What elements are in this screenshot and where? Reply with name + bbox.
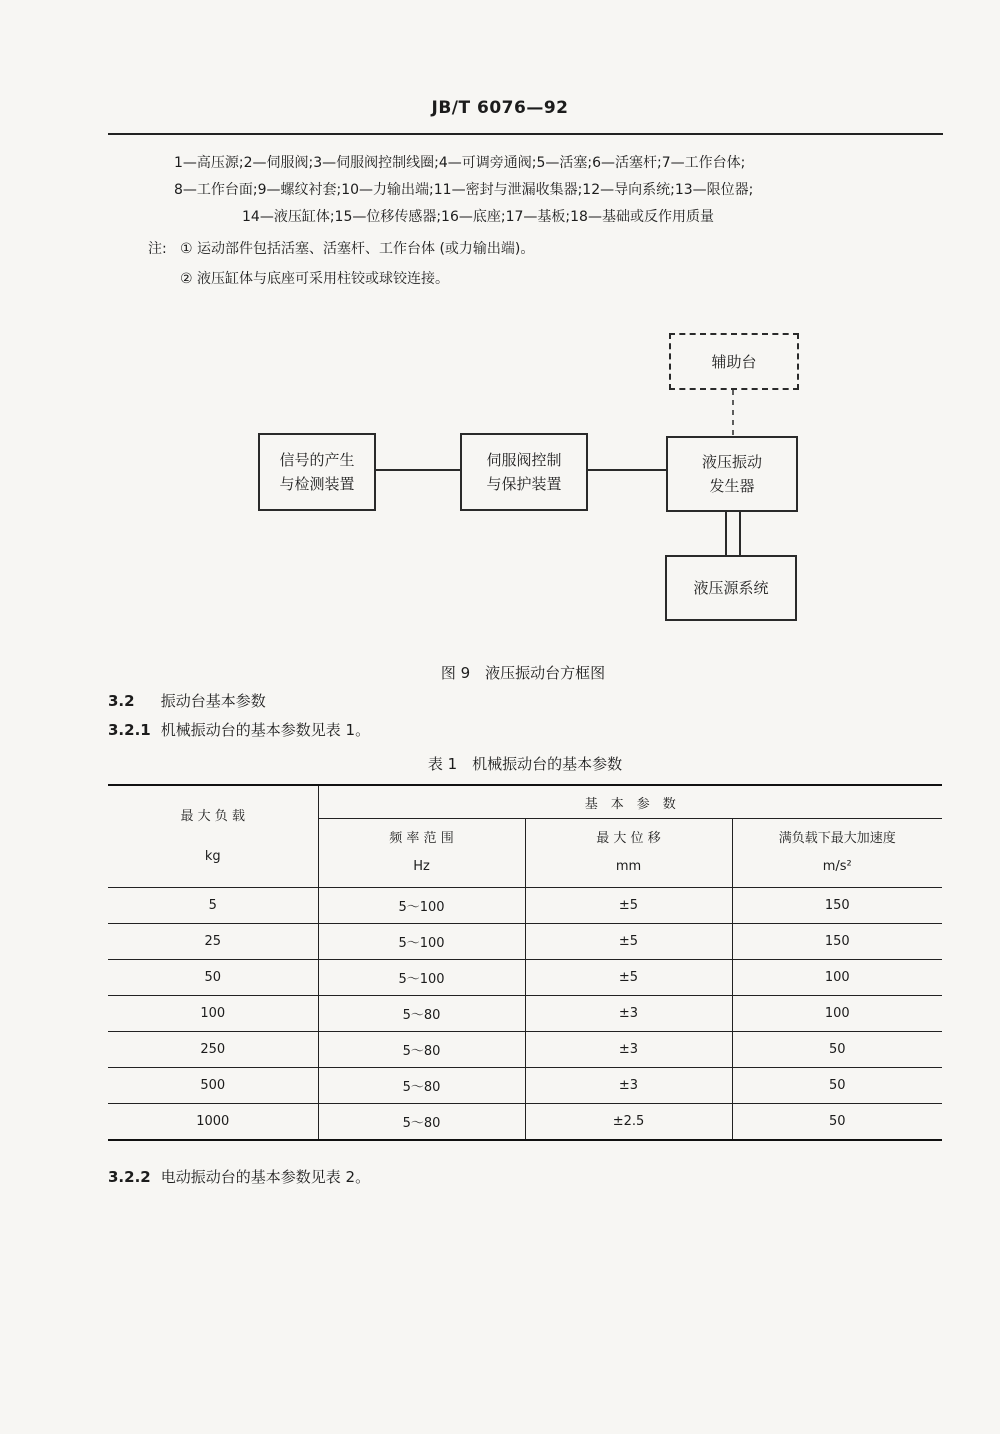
header-max-load-label: 最 大 负 载 — [180, 808, 245, 824]
section-3-2-title: 振动台基本参数 — [160, 692, 266, 710]
cell-freq: 5～100 — [318, 888, 525, 924]
section-3-2-1 — [108, 719, 370, 740]
note-2: ② 液压缸体与底座可采用柱铰或球铰连接。 — [180, 271, 449, 287]
table-1 — [108, 784, 942, 1141]
cell-freq: 5～80 — [318, 1104, 525, 1141]
table-row — [108, 1032, 942, 1068]
section-3-2-1-text: 机械振动台的基本参数见表 1。 — [160, 721, 371, 739]
table-row — [108, 1104, 942, 1141]
table-row — [108, 1068, 942, 1104]
header-max-load — [108, 785, 318, 888]
cell-freq: 5～80 — [318, 996, 525, 1032]
section-3-2-1-number: 3.2.1 — [108, 721, 151, 739]
cell-freq: 5～100 — [318, 960, 525, 996]
cell-load: 500 — [108, 1068, 318, 1104]
cell-accel: 100 — [732, 960, 942, 996]
cell-disp: ±3 — [525, 1032, 732, 1068]
notes-label: 注: — [148, 241, 167, 257]
header-disp-label: 最 大 位 移 — [596, 831, 661, 846]
hydraulic-source-label: 液压源系统 — [693, 579, 769, 597]
cell-load: 5 — [108, 888, 318, 924]
table-row — [108, 960, 942, 996]
legend-line-2: 8—工作台面;9—螺纹衬套;10—力输出端;11—密封与泄漏收集器;12—导向系统;13—限位器; — [174, 182, 754, 198]
header-accel-label: 满负载下最大加速度 — [778, 831, 896, 846]
servo-box-line-2: 与保护装置 — [486, 475, 562, 493]
table-row — [108, 888, 942, 924]
signal-generation-box — [258, 433, 376, 511]
servo-box-line-1: 伺服阀控制 — [486, 451, 562, 469]
section-3-2-2-number: 3.2.2 — [108, 1168, 151, 1186]
cell-disp: ±3 — [525, 996, 732, 1032]
header-freq-label: 频 率 范 围 — [389, 831, 454, 846]
section-3-2 — [108, 690, 266, 711]
header-freq-unit: Hz — [413, 859, 430, 874]
cell-load: 100 — [108, 996, 318, 1032]
section-3-2-2 — [108, 1166, 370, 1187]
cell-load: 50 — [108, 960, 318, 996]
table-row — [108, 924, 942, 960]
figure-caption: 图 9 液压振动台方框图 — [440, 664, 606, 682]
header-accel-unit: m/s² — [822, 859, 852, 874]
header-max-load-unit: kg — [204, 848, 221, 864]
cell-disp: ±3 — [525, 1068, 732, 1104]
cell-load: 25 — [108, 924, 318, 960]
section-3-2-number: 3.2 — [108, 692, 135, 710]
aux-platform-box — [669, 333, 799, 390]
hydraulic-source-box — [665, 555, 797, 621]
table-row — [108, 996, 942, 1032]
cell-accel: 50 — [732, 1068, 942, 1104]
signal-box-line-1: 信号的产生 — [279, 451, 355, 469]
exciter-box-line-1: 液压振动 — [701, 453, 762, 471]
cell-freq: 5～80 — [318, 1032, 525, 1068]
header-basic-params: 基 本 参 数 — [318, 785, 942, 819]
cell-freq: 5～100 — [318, 924, 525, 960]
aux-platform-label: 辅助台 — [711, 352, 757, 371]
signal-box-line-2: 与检测装置 — [279, 475, 355, 493]
cell-disp: ±2.5 — [525, 1104, 732, 1141]
block-diagram-connectors — [0, 0, 1000, 660]
legend-line-3: 14—液压缸体;15—位移传感器;16—底座;17—基板;18—基础或反作用质量 — [242, 209, 714, 225]
header-max-acceleration — [732, 819, 942, 888]
header-disp-unit: mm — [615, 859, 642, 874]
cell-accel: 150 — [732, 924, 942, 960]
section-3-2-2-text: 电动振动台的基本参数见表 2。 — [160, 1168, 371, 1186]
hydraulic-exciter-box — [666, 436, 798, 512]
note-1: ① 运动部件包括活塞、活塞杆、工作台体 (或力输出端)。 — [180, 241, 535, 257]
exciter-box-line-2: 发生器 — [709, 477, 755, 495]
cell-accel: 50 — [732, 1104, 942, 1141]
cell-load: 1000 — [108, 1104, 318, 1141]
table-1-title: 表 1 机械振动台的基本参数 — [427, 755, 623, 773]
cell-disp: ±5 — [525, 960, 732, 996]
cell-accel: 150 — [732, 888, 942, 924]
header-freq-range — [318, 819, 525, 888]
header-max-displacement — [525, 819, 732, 888]
cell-freq: 5～80 — [318, 1068, 525, 1104]
cell-accel: 100 — [732, 996, 942, 1032]
cell-disp: ±5 — [525, 924, 732, 960]
legend-line-1: 1—高压源;2—伺服阀;3—伺服阀控制线圈;4—可调旁通阀;5—活塞;6—活塞杆;7—工作台体; — [174, 155, 746, 171]
standard-code-header: JB/T 6076—92 — [431, 98, 569, 118]
cell-load: 250 — [108, 1032, 318, 1068]
cell-disp: ±5 — [525, 888, 732, 924]
cell-accel: 50 — [732, 1032, 942, 1068]
servo-control-box — [460, 433, 588, 511]
